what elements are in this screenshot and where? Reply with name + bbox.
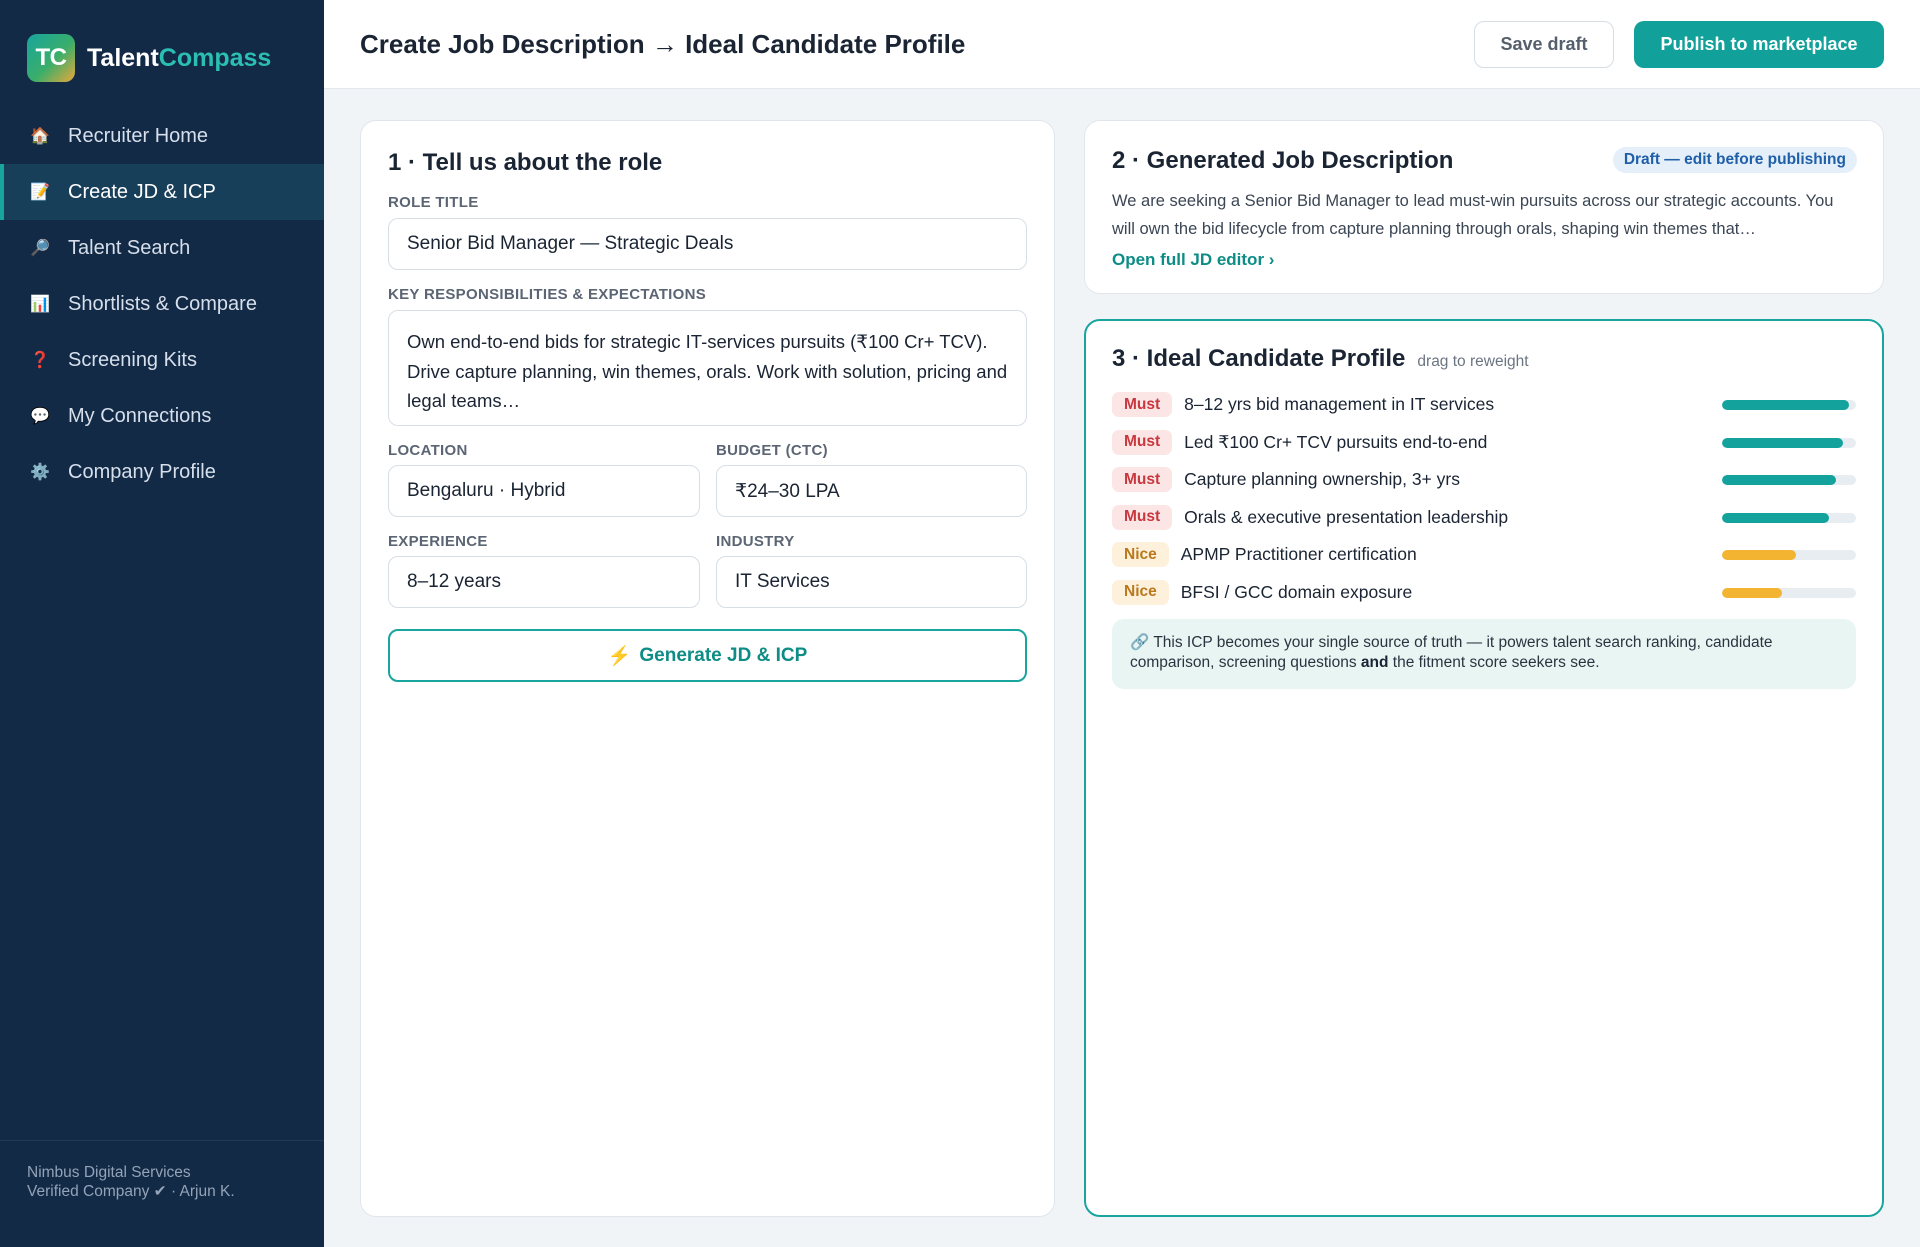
sidebar-item-label: Recruiter Home [68,124,209,147]
home-icon: 🏠 [30,128,50,145]
industry-label: INDUSTRY [716,533,795,550]
note-text-c: the fitment score seekers see. [1388,653,1600,671]
weight-fill [1722,475,1836,485]
sidebar-item-label: Company Profile [68,460,216,483]
icp-info-note [1112,619,1856,689]
ideal-candidate-profile-card [1084,319,1884,1217]
generate-jd-icp-button[interactable] [388,629,1027,682]
responsibilities-label: KEY RESPONSIBILITIES & EXPECTATIONS [388,286,707,303]
weight-fill [1722,513,1829,523]
sidebar-item-shortlists-compare[interactable] [0,276,324,332]
generate-button-label: Generate JD & ICP [639,644,808,666]
weight-fill [1722,550,1796,560]
nice-tag: Nice [1112,580,1169,605]
sidebar [0,0,324,1247]
brand-name [87,44,271,73]
sidebar-item-label: Shortlists & Compare [68,292,257,315]
nice-tag: Nice [1112,542,1169,567]
magnifier-icon: 🔎 [30,240,50,257]
criterion-text: Orals & executive presentation leadership [1184,506,1509,527]
draft-status-badge: Draft — edit before publishing [1613,147,1857,173]
save-draft-button[interactable]: Save draft [1474,21,1614,68]
lightning-icon: ⚡ [607,645,632,667]
must-tag: Must [1112,430,1172,455]
bar-chart-icon: 📊 [30,296,50,313]
weight-fill [1722,438,1843,448]
jd-card-title: 2 · Generated Job Description [1112,147,1454,174]
criterion-text: Capture planning ownership, 3+ yrs [1184,469,1460,490]
criterion-text: BFSI / GCC domain exposure [1180,581,1413,602]
sidebar-item-recruiter-home[interactable] [0,108,324,164]
jd-preview-text: We are seeking a Senior Bid Manager to lead must-win pursuits across our strategic accounts. You will own the bid lifecycle from capture planning through orals, shaping win themes that… [1112,192,1834,238]
experience-label: EXPERIENCE [388,533,488,550]
sidebar-item-label: Screening Kits [68,348,197,371]
generated-jd-card [1084,120,1884,294]
location-label: LOCATION [388,442,468,459]
brand[interactable] [27,34,271,82]
weight-slider[interactable] [1722,438,1856,448]
budget-label: BUDGET (CTC) [716,442,828,459]
must-tag: Must [1112,467,1172,492]
weight-fill [1722,400,1849,410]
icp-criteria-list [1112,386,1856,611]
weight-slider[interactable] [1722,475,1856,485]
sidebar-item-label: Talent Search [68,236,191,259]
open-jd-editor-link[interactable]: Open full JD editor › [1112,250,1275,269]
criterion-text: APMP Practitioner certification [1180,544,1417,565]
sidebar-item-company-profile[interactable] [0,444,324,500]
verified-user: Verified Company ✔ · Arjun K. [27,1183,235,1200]
icp-criterion-row[interactable] [1112,386,1856,424]
brand-name-part-a: Talent [87,43,159,72]
sidebar-item-create-jd-icp[interactable] [0,164,324,220]
icp-header [1112,345,1529,373]
role-form-card [360,120,1055,1217]
role-title-label: ROLE TITLE [388,194,479,211]
sidebar-item-talent-search[interactable] [0,220,324,276]
role-title-input[interactable]: Senior Bid Manager — Strategic Deals [388,218,1027,270]
industry-input[interactable]: IT Services [716,556,1027,608]
sidebar-item-label: My Connections [68,404,212,427]
icp-criterion-row[interactable] [1112,461,1856,499]
icp-criterion-row[interactable] [1112,536,1856,574]
sidebar-item-label: Create JD & ICP [68,180,216,203]
gear-icon: ⚙️ [30,464,50,481]
icp-criterion-row[interactable] [1112,574,1856,612]
must-tag: Must [1112,392,1172,417]
note-text-a: This ICP becomes your single source of truth — it powers talent search ranking, candidate comparison, screening questions [1130,634,1773,671]
speech-bubble-icon: 💬 [30,408,50,425]
responsibilities-textarea[interactable]: Own end-to-end bids for strategic IT-services pursuits (₹100 Cr+ TCV). Drive capture planning, win themes, orals. Work with solution, pricing and legal teams… [388,310,1027,426]
weight-fill [1722,588,1782,598]
criterion-text: Led ₹100 Cr+ TCV pursuits end-to-end [1184,431,1488,452]
question-icon: ❓ [30,352,50,369]
brand-logo: TC [27,34,75,82]
top-header [324,0,1920,89]
weight-slider[interactable] [1722,513,1856,523]
brand-name-part-b: Compass [158,43,272,72]
link-icon: 🔗 [1130,634,1150,651]
weight-slider[interactable] [1722,400,1856,410]
publish-button[interactable]: Publish to marketplace [1634,21,1884,68]
budget-input[interactable]: ₹24–30 LPA [716,465,1027,517]
role-card-title: 1 · Tell us about the role [388,149,663,176]
location-input[interactable]: Bengaluru · Hybrid [388,465,700,517]
company-name: Nimbus Digital Services [27,1164,191,1181]
icp-hint: drag to reweight [1417,353,1529,370]
note-text-bold: and [1360,653,1389,671]
experience-input[interactable]: 8–12 years [388,556,700,608]
weight-slider[interactable] [1722,588,1856,598]
memo-icon: 📝 [30,184,50,201]
sidebar-footer [0,1140,324,1247]
icp-card-title: 3 · Ideal Candidate Profile [1112,345,1406,372]
weight-slider[interactable] [1722,550,1856,560]
sidebar-item-screening-kits[interactable] [0,332,324,388]
criterion-text: 8–12 yrs bid management in IT services [1184,394,1495,415]
page-title: Create Job Description → Ideal Candidate Profile [360,29,966,59]
icp-criterion-row[interactable] [1112,424,1856,462]
sidebar-item-my-connections[interactable] [0,388,324,444]
icp-criterion-row[interactable] [1112,499,1856,537]
sidebar-nav [0,108,324,500]
must-tag: Must [1112,505,1172,530]
